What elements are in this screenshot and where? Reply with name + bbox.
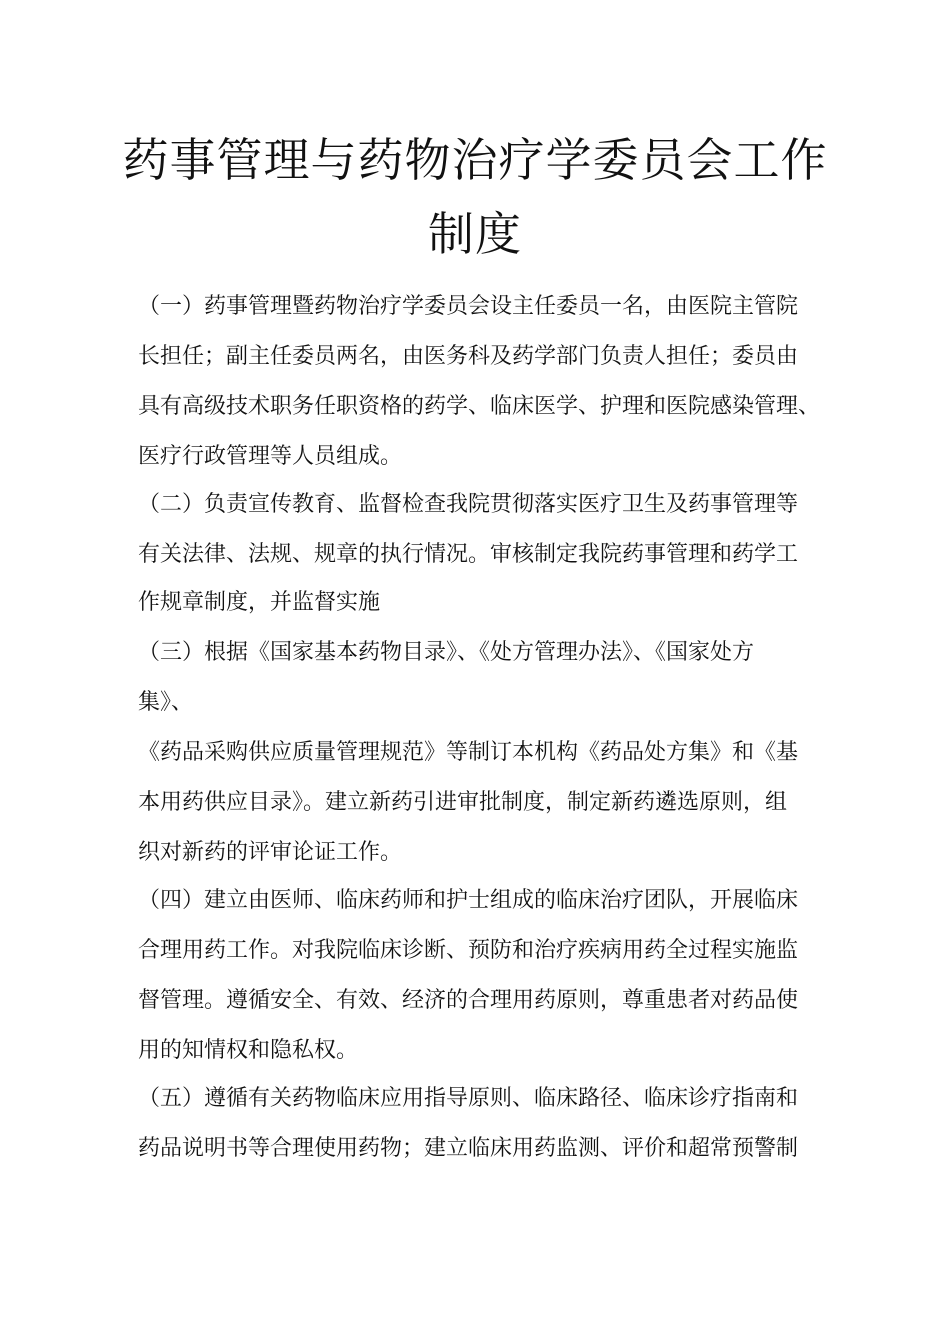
body-text-line: 织对新药的评审论证工作。: [138, 840, 403, 865]
body-text-line: 有关法律、法规、规章的执行情况。审核制定我院药事管理和药学工: [138, 542, 799, 567]
body-text-line: 医疗行政管理等人员组成。: [138, 444, 403, 469]
body-text-line: （三）根据《国家基本药物目录》、《处方管理办法》、《国家处方: [138, 640, 755, 665]
body-text-line: 本用药供应目录》。建立新药引进审批制度，制定新药遴选原则，组: [138, 790, 788, 815]
body-text-line: 合理用药工作。对我院临床诊断、预防和治疗疾病用药全过程实施监: [138, 938, 799, 963]
document-title-line-2: 制度: [428, 207, 522, 261]
body-text-line: 作规章制度，并监督实施: [138, 590, 381, 615]
body-text-line: （二）负责宣传教育、监督检查我院贯彻落实医疗卫生及药事管理等: [138, 492, 799, 517]
body-text-line: 督管理。遵循安全、有效、经济的合理用药原则，尊重患者对药品使: [138, 988, 799, 1013]
body-text-line: 具有高级技术职务任职资格的药学、临床医学、护理和医院感染管理、: [138, 394, 821, 419]
body-text-line: 用的知情权和隐私权。: [138, 1038, 359, 1063]
body-text-line: 《药品采购供应质量管理规范》等制订本机构《药品处方集》和《基: [138, 740, 799, 765]
body-text-line: （一）药事管理暨药物治疗学委员会设主任委员一名，由医院主管院: [138, 294, 799, 319]
body-text-line: （五）遵循有关药物临床应用指导原则、临床路径、临床诊疗指南和: [138, 1086, 799, 1111]
body-text-line: 集》、: [138, 690, 194, 715]
body-text-line: （四）建立由医师、临床药师和护士组成的临床治疗团队，开展临床: [138, 888, 799, 913]
body-text-line: 长担任；副主任委员两名，由医务科及药学部门负责人担任；委员由: [138, 344, 799, 369]
document-title-line-1: 药事管理与药物治疗学委员会工作: [122, 133, 828, 187]
body-text-line: 药品说明书等合理使用药物；建立临床用药监测、评价和超常预警制: [138, 1136, 799, 1161]
